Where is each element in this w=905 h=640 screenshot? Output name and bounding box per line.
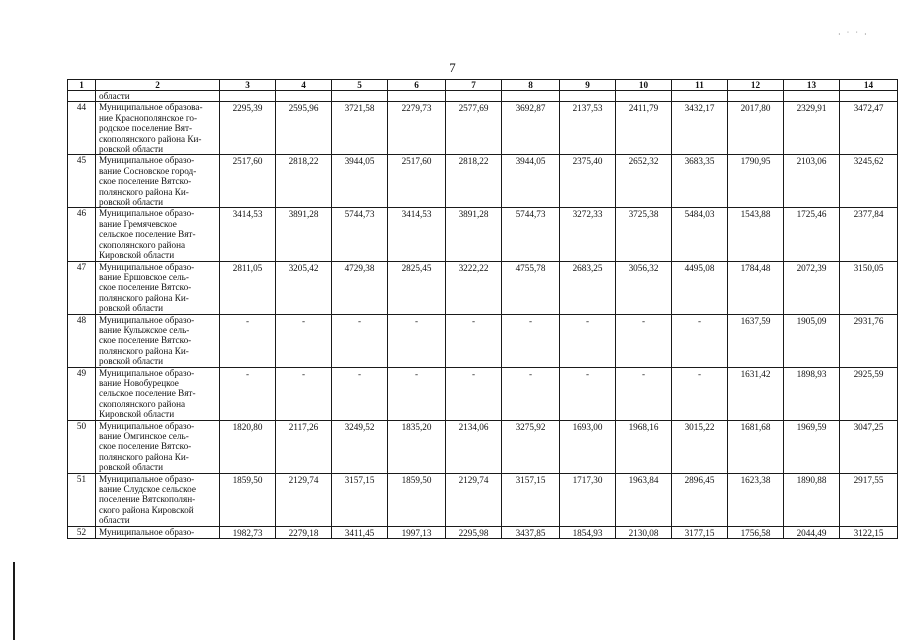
- municipality-name-line: Муниципальное образо-: [99, 420, 195, 431]
- municipality-name-line: ское поселение Вятско-: [99, 335, 192, 346]
- value-cell-col-9: 2137,53: [560, 102, 616, 155]
- value-cell-col-7: -: [446, 314, 502, 367]
- value-cell-col-5: 5744,73: [332, 208, 388, 261]
- value-cell-col-8: 4755,78: [502, 261, 560, 314]
- row-number-cell: 44: [68, 102, 96, 155]
- municipality-name-line: Муниципальное образо-: [99, 367, 195, 378]
- value-cell-col-12: 1543,88: [728, 208, 784, 261]
- municipality-name-line: Муниципальное образова-: [99, 102, 203, 113]
- column-header-8: 8: [502, 80, 560, 91]
- value-cell-col-10: 2652,32: [616, 155, 672, 208]
- value-cell-col-12: 1784,48: [728, 261, 784, 314]
- value-cell-col-12: 1756,58: [728, 526, 784, 538]
- municipality-name-line: ское поселение Вятско-: [99, 282, 192, 293]
- municipality-name-cell: [96, 155, 220, 208]
- value-cell-col-11: 3177,15: [672, 526, 728, 538]
- row-number-cell: 50: [68, 420, 96, 473]
- municipality-name-line: вание Слудское сельское: [99, 484, 196, 495]
- value-cell-col-3: 2811,05: [220, 261, 276, 314]
- value-cell-col-14: 2931,76: [840, 314, 898, 367]
- column-header-9: 9: [560, 80, 616, 91]
- column-header-3: 3: [220, 80, 276, 91]
- value-cell-col-10: 1963,84: [616, 473, 672, 526]
- value-cell-col-5: -: [332, 367, 388, 420]
- value-cell-col-5: 3411,45: [332, 526, 388, 538]
- value-cell-col-6: -: [388, 367, 446, 420]
- value-cell-col-9: 1693,00: [560, 420, 616, 473]
- value-cell-col-7: 2134,06: [446, 420, 502, 473]
- value-cell-col-7: 2818,22: [446, 155, 502, 208]
- municipality-name-line: ское поселение Вятско-: [99, 176, 192, 187]
- table-row: [68, 473, 898, 526]
- table-row: [68, 526, 898, 538]
- municipality-name-line: полянского района Ки-: [99, 292, 189, 303]
- row-number-cell: 48: [68, 314, 96, 367]
- value-cell-col-9: 1717,30: [560, 473, 616, 526]
- value-cell-col-8: -: [502, 314, 560, 367]
- municipality-name-cell: [96, 367, 220, 420]
- value-cell-col-7: -: [446, 367, 502, 420]
- value-cell-col-4: 3205,42: [276, 261, 332, 314]
- value-cell-col-13: 1898,93: [784, 367, 840, 420]
- value-cell-col-3: -: [220, 314, 276, 367]
- value-cell-col-12: 1623,38: [728, 473, 784, 526]
- municipality-name-line: ровской области: [99, 197, 164, 208]
- column-header-5: 5: [332, 80, 388, 91]
- table-row: [68, 420, 898, 473]
- value-cell-col-9: -: [560, 314, 616, 367]
- value-cell-col-11: -: [672, 314, 728, 367]
- table-row: [68, 314, 898, 367]
- value-cell-col-8: 5744,73: [502, 208, 560, 261]
- value-cell-col-10: 2130,08: [616, 526, 672, 538]
- municipality-name-line: ровской области: [99, 462, 164, 473]
- table-row: [68, 208, 898, 261]
- value-cell-col-9: 2375,40: [560, 155, 616, 208]
- value-cell-col-4: 2595,96: [276, 102, 332, 155]
- column-header-2: 2: [96, 80, 220, 91]
- municipality-name-line: полянского района Ки-: [99, 345, 189, 356]
- row-number-cell: 46: [68, 208, 96, 261]
- column-header-11: 11: [672, 80, 728, 91]
- value-cell-col-6: 2825,45: [388, 261, 446, 314]
- municipality-name-line: Муниципальное образо-: [99, 473, 195, 484]
- value-cell-col-12: 2017,80: [728, 102, 784, 155]
- municipality-name-cell: [96, 420, 220, 473]
- municipality-name-cell: [96, 526, 220, 538]
- municipality-name-line: ние Краснополянское го-: [99, 112, 198, 123]
- row-number-cell: 45: [68, 155, 96, 208]
- value-cell-col-9: 1854,93: [560, 526, 616, 538]
- municipality-name-line: Муниципальное образо-: [99, 261, 195, 272]
- value-cell-col-3: 1859,50: [220, 473, 276, 526]
- value-cell-col-4: 2129,74: [276, 473, 332, 526]
- municipality-name-line: вание Гремячевское: [99, 218, 177, 229]
- value-cell-col-8: 3275,92: [502, 420, 560, 473]
- municipality-name-cell: [96, 208, 220, 261]
- value-cell-col-7: 3891,28: [446, 208, 502, 261]
- row-number-cell: [68, 91, 96, 102]
- municipality-name-line: вание Ершовское сель-: [99, 271, 189, 282]
- value-cell-col-11: 3015,22: [672, 420, 728, 473]
- column-header-6: 6: [388, 80, 446, 91]
- value-cell-col-9: 3272,33: [560, 208, 616, 261]
- value-cell-col-11: 5484,03: [672, 208, 728, 261]
- municipality-name-line: скополянского района Ки-: [99, 133, 202, 144]
- value-cell-col-5: 3721,58: [332, 102, 388, 155]
- value-cell-col-13: 2329,91: [784, 102, 840, 155]
- value-cell-col-8: -: [502, 367, 560, 420]
- municipality-name-line: поселение Вятскополян-: [99, 494, 196, 505]
- page-number: 7: [449, 60, 456, 75]
- value-cell-col-11: 4495,08: [672, 261, 728, 314]
- value-cell-col-11: 3432,17: [672, 102, 728, 155]
- table-row: [68, 102, 898, 155]
- municipality-name-line: сельское поселение Вят-: [99, 388, 196, 399]
- value-cell-col-12: 1637,59: [728, 314, 784, 367]
- column-header-14: 14: [840, 80, 898, 91]
- value-cell-col-3: 2517,60: [220, 155, 276, 208]
- value-cell-col-14: 2917,55: [840, 473, 898, 526]
- value-cell-col-14: 2377,84: [840, 208, 898, 261]
- row-number-cell: 52: [68, 526, 96, 538]
- value-cell-col-5: 3157,15: [332, 473, 388, 526]
- value-cell-col-10: 1968,16: [616, 420, 672, 473]
- column-header-10: 10: [616, 80, 672, 91]
- value-cell-col-12: 1790,95: [728, 155, 784, 208]
- value-cell-col-10: 3056,32: [616, 261, 672, 314]
- municipality-name-line: вание Кулыжское сель-: [99, 324, 190, 335]
- municipality-name-line: Муниципальное образо-: [99, 314, 195, 325]
- municipality-name-line: скополянского района: [99, 239, 186, 250]
- value-cell-col-5: -: [332, 314, 388, 367]
- municipality-name-line: ское поселение Вятско-: [99, 441, 192, 452]
- municipality-name-line: Муниципальное образо-: [99, 155, 195, 166]
- table-row: [68, 367, 898, 420]
- value-cell-col-5: 3249,52: [332, 420, 388, 473]
- value-cell-col-11: -: [672, 367, 728, 420]
- value-cell-col-7: 2295,98: [446, 526, 502, 538]
- value-cell-col-6: -: [388, 314, 446, 367]
- value-cell-col-6: 2279,73: [388, 102, 446, 155]
- municipality-name-cell: [96, 314, 220, 367]
- column-header-7: 7: [446, 80, 502, 91]
- column-header-12: 12: [728, 80, 784, 91]
- value-cell-col-4: 3891,28: [276, 208, 332, 261]
- value-cell-col-11: 3683,35: [672, 155, 728, 208]
- value-cell-col-14: 3047,25: [840, 420, 898, 473]
- value-cell-col-5: 3944,05: [332, 155, 388, 208]
- value-cell-col-14: 2925,59: [840, 367, 898, 420]
- table-row: [68, 155, 898, 208]
- value-cell-col-6: 1997,13: [388, 526, 446, 538]
- value-cell-col-7: 3222,22: [446, 261, 502, 314]
- value-cell-col-8: 3692,87: [502, 102, 560, 155]
- column-header-13: 13: [784, 80, 840, 91]
- value-cell-col-3: 2295,39: [220, 102, 276, 155]
- column-header-1: 1: [68, 80, 96, 91]
- municipality-name-line: родское поселение Вят-: [99, 123, 193, 134]
- value-cell-col-10: -: [616, 314, 672, 367]
- value-cell-col-13: 2044,49: [784, 526, 840, 538]
- value-cell-col-3: 3414,53: [220, 208, 276, 261]
- value-cell-col-7: 2129,74: [446, 473, 502, 526]
- value-cell-col-13: 2103,06: [784, 155, 840, 208]
- value-cell-col-6: 2517,60: [388, 155, 446, 208]
- scan-specks: · ˙ ˙ ·: [838, 30, 869, 39]
- value-cell-col-4: -: [276, 314, 332, 367]
- value-cell-col-13: 2072,39: [784, 261, 840, 314]
- value-cell-col-7: 2577,69: [446, 102, 502, 155]
- table-row: [68, 261, 898, 314]
- value-cell-col-3: 1820,80: [220, 420, 276, 473]
- municipality-name-cell: области: [96, 91, 220, 102]
- row-number-cell: 49: [68, 367, 96, 420]
- value-cell-col-14: 3245,62: [840, 155, 898, 208]
- value-cell-col-10: -: [616, 367, 672, 420]
- value-cell-col-8: 3944,05: [502, 155, 560, 208]
- value-cell-col-4: -: [276, 367, 332, 420]
- value-cell-col-5: 4729,38: [332, 261, 388, 314]
- municipality-name-cell: [96, 473, 220, 526]
- value-cell-col-3: -: [220, 367, 276, 420]
- value-cell-col-6: 1859,50: [388, 473, 446, 526]
- value-cell-col-10: 2411,79: [616, 102, 672, 155]
- value-cell-col-14: 3150,05: [840, 261, 898, 314]
- municipality-name-line: скополянского района: [99, 398, 186, 409]
- value-cell-col-12: 1631,42: [728, 367, 784, 420]
- row-number-cell: 47: [68, 261, 96, 314]
- municipality-name-line: сельское поселение Вят-: [99, 229, 196, 240]
- value-cell-col-14: 3122,15: [840, 526, 898, 538]
- municipality-name-line: вание Сосновское город-: [99, 165, 197, 176]
- value-cell-col-13: 1969,59: [784, 420, 840, 473]
- municipality-name-line: полянского района Ки-: [99, 451, 189, 462]
- municipality-name-line: ского района Кировской: [99, 504, 194, 515]
- value-cell-col-11: 2896,45: [672, 473, 728, 526]
- value-cell-col-13: 1890,88: [784, 473, 840, 526]
- municipality-name-line: ровской области: [99, 303, 164, 314]
- municipality-name-line: области: [99, 515, 130, 526]
- value-cell-col-4: 2117,26: [276, 420, 332, 473]
- value-cell-col-3: 1982,73: [220, 526, 276, 538]
- scan-margin-line: [13, 562, 15, 640]
- municipality-name-line: ровской области: [99, 356, 164, 367]
- value-cell-col-6: 1835,20: [388, 420, 446, 473]
- municipality-name-line: Муниципальное образо-: [99, 526, 195, 537]
- municipality-name-line: вание Омгинское сель-: [99, 431, 189, 441]
- table-row-continuation: [68, 91, 898, 102]
- value-cell-col-14: 3472,47: [840, 102, 898, 155]
- tariff-table: [67, 79, 898, 539]
- municipality-name-line: Муниципальное образо-: [99, 208, 195, 219]
- value-cell-col-9: 2683,25: [560, 261, 616, 314]
- municipality-name-line: вание Новобурецкое: [99, 377, 179, 388]
- value-cell-col-13: 1725,46: [784, 208, 840, 261]
- municipality-name-line: Кировской области: [99, 250, 175, 261]
- value-cell-col-6: 3414,53: [388, 208, 446, 261]
- municipality-name-line: полянского района Ки-: [99, 186, 189, 197]
- value-cell-col-4: 2818,22: [276, 155, 332, 208]
- row-number-cell: 51: [68, 473, 96, 526]
- value-cell-col-8: 3157,15: [502, 473, 560, 526]
- municipality-name-line: ровской области: [99, 144, 164, 155]
- value-cell-col-4: 2279,18: [276, 526, 332, 538]
- value-cell-col-10: 3725,38: [616, 208, 672, 261]
- table-header-row: [68, 80, 898, 91]
- municipality-name-cell: [96, 261, 220, 314]
- column-header-4: 4: [276, 80, 332, 91]
- value-cell-col-8: 3437,85: [502, 526, 560, 538]
- value-cell-col-9: -: [560, 367, 616, 420]
- municipality-name-cell: [96, 102, 220, 155]
- municipality-name-line: Кировской области: [99, 409, 175, 420]
- value-cell-col-13: 1905,09: [784, 314, 840, 367]
- value-cell-col-12: 1681,68: [728, 420, 784, 473]
